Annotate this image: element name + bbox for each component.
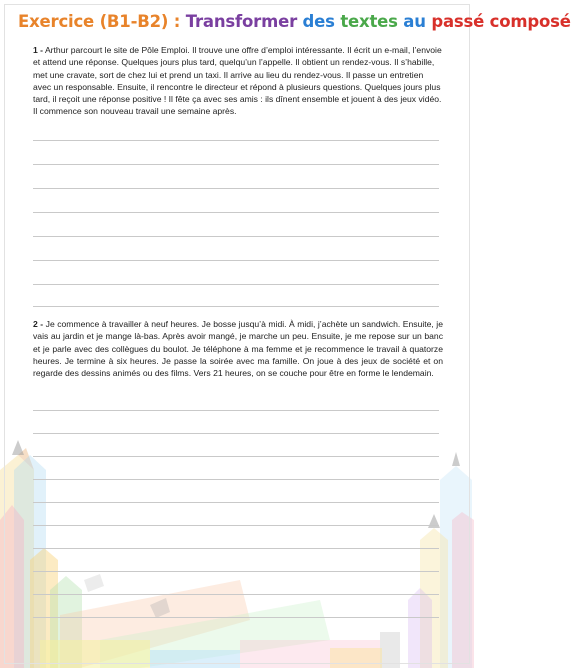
exercise-1-body: Arthur parcourt le site de Pôle Emploi. Il trouve une offre d’emploi intéressante. Il écrit un e-mail, l’envoie et attend une réponse. Quelques jours plus tard, quelqu’un l’appelle. Il obtient un rendez-vous. Il s’habille, met une cravate, sort de chez lui et prend un taxi. Il arrive au lieu du rendez-vous. Il passe un entretien avec un responsable. Ensuite, il rencontre le directeur et répond à plusieurs questions. Quelques jours plus tard, il reçoit une réponse positive ! Il fête ça avec ses amis : ils dînent ensemble et jouent à des jeux vidéo. Il commence son nouveau travail une semaine après. bbox=[33, 45, 442, 117]
answer-line[interactable] bbox=[33, 433, 439, 434]
exercise-2-body: Je commence à travailler à neuf heures. Je bosse jusqu’à midi. À midi, j’achète un sandwich. Ensuite, je vais au jardin et je mange là-bas. Après avoir mangé, je marche un peu. Ensuite, je me repose sur un banc et je parle avec des collègues du boulot. Je téléphone à ma femme et je recommence le travail à quatorze heures. Je termine à six heures. Je passe la soirée avec ma famille. On joue à des jeux de société et on regarde des dessins animés ou des films. Vers 21 heures, on se couche pour être en forme le lendemain. bbox=[33, 319, 443, 379]
title-textes: textes bbox=[340, 12, 398, 31]
answer-line[interactable] bbox=[33, 306, 439, 307]
answer-line[interactable] bbox=[33, 548, 439, 549]
answer-line[interactable] bbox=[33, 479, 439, 480]
title-transformer: Transformer bbox=[185, 12, 298, 31]
exercise-1-number: 1 - bbox=[33, 45, 44, 55]
answer-line[interactable] bbox=[33, 594, 439, 595]
exercise-1-text bbox=[33, 44, 443, 118]
answer-line[interactable] bbox=[33, 212, 439, 213]
answer-line[interactable] bbox=[33, 236, 439, 237]
answer-line[interactable] bbox=[33, 525, 439, 526]
answer-line[interactable] bbox=[33, 410, 439, 411]
title-au: au bbox=[397, 12, 432, 31]
answer-line[interactable] bbox=[33, 502, 439, 503]
title-exercice: Exercice (B1-B2) bbox=[18, 12, 169, 31]
answer-line[interactable] bbox=[33, 260, 439, 261]
answer-line[interactable] bbox=[33, 617, 439, 618]
page-title bbox=[18, 12, 571, 31]
answer-line[interactable] bbox=[33, 140, 439, 141]
title-sep: : bbox=[168, 12, 186, 31]
title-des: des bbox=[297, 12, 341, 31]
exercise-2-text bbox=[33, 318, 443, 379]
answer-line[interactable] bbox=[33, 284, 439, 285]
answer-line[interactable] bbox=[33, 571, 439, 572]
exercise-2-number: 2 - bbox=[33, 319, 44, 329]
answer-line[interactable] bbox=[33, 456, 439, 457]
answer-line[interactable] bbox=[33, 188, 439, 189]
answer-line[interactable] bbox=[33, 164, 439, 165]
title-compose: composé bbox=[484, 12, 571, 31]
title-passe: passé bbox=[431, 12, 485, 31]
